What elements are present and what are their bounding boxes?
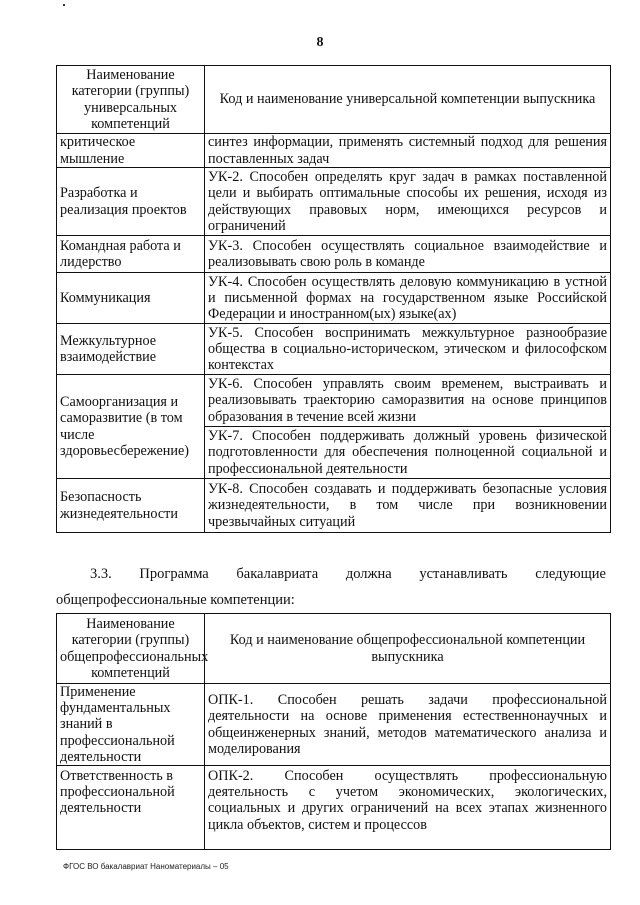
paragraph-line-1 bbox=[90, 565, 606, 583]
table-row bbox=[57, 168, 611, 236]
paragraph-word: должна bbox=[345, 566, 392, 582]
row-competence: УК-5. Способен воспринимать межкультурное разнообразие общества в социально-историческом, этическом и философском контекстах bbox=[205, 324, 611, 375]
table-row bbox=[57, 375, 611, 427]
row-category: Командная работа и лидерство bbox=[57, 236, 205, 273]
header-competence: Код и наименование универсальной компетенции выпускника bbox=[205, 66, 611, 134]
header-category: Наименование категории (группы) универсальных компетенций bbox=[57, 66, 205, 134]
paragraph-line-2: общепрофессиональные компетенции: bbox=[56, 592, 295, 608]
paragraph-word: Программа bbox=[139, 566, 209, 582]
row-competence: УК-3. Способен осуществлять социальное взаимодействие и реализовывать свою роль в команде bbox=[205, 236, 611, 273]
row-competence: синтез информации, применять системный подход для решения поставленных задач bbox=[205, 134, 611, 168]
row-competence: УК-6. Способен управлять своим временем, выстраивать и реализовывать траекторию саморазвития на основе принципов образования в течение всей жизни bbox=[205, 375, 611, 427]
row-category: Самоорганизация и саморазвитие (в том числе здоровьесбережение) bbox=[57, 375, 205, 479]
universal-competencies-table bbox=[56, 65, 611, 533]
table-row bbox=[57, 236, 611, 273]
row-category: Безопасность жизнедеятельности bbox=[57, 479, 205, 533]
header-competence: Код и наименование общепрофессиональной компетенции выпускника bbox=[205, 614, 611, 684]
table-row bbox=[57, 684, 611, 766]
row-category: Ответственность в профессиональной деятельности bbox=[57, 766, 205, 850]
row-category: Межкультурное взаимодействие bbox=[57, 324, 205, 375]
general-professional-competencies-table bbox=[56, 613, 611, 850]
header-category: Наименование категории (группы) общепрофессиональных компетенций bbox=[57, 614, 205, 684]
row-competence: УК-4. Способен осуществлять деловую коммуникацию в устной и письменной формах на государственном языке Российской Федерации и иностранном(ых) языке(ах) bbox=[205, 273, 611, 324]
paragraph-word: устанавливать bbox=[419, 566, 508, 582]
row-category: Разработка и реализация проектов bbox=[57, 168, 205, 236]
row-category: критическое мышление bbox=[57, 134, 205, 168]
table-row bbox=[57, 273, 611, 324]
row-category: Применение фундаментальных знаний в профессиональной деятельности bbox=[57, 684, 205, 766]
row-competence: УК-2. Способен определять круг задач в рамках поставленной цели и выбирать оптимальные способы их решения, исходя из действующих правовых норм, имеющихся ресурсов и ограничений bbox=[205, 168, 611, 236]
row-competence: УК-7. Способен поддерживать должный уровень физической подготовленности для обеспечения полноценной социальной и профессиональной деятельности bbox=[205, 427, 611, 479]
row-competence: УК-8. Способен создавать и поддерживать безопасные условия жизнедеятельности, в том числе при возникновении чрезвычайных ситуаций bbox=[205, 479, 611, 533]
table-header-row bbox=[57, 614, 611, 684]
row-competence: ОПК-1. Способен решать задачи профессиональной деятельности на основе применения естественнонаучных и общеинженерных знаний, методов математического анализа и моделирования bbox=[205, 684, 611, 766]
page-number: 8 bbox=[316, 35, 324, 50]
row-category: Коммуникация bbox=[57, 273, 205, 324]
table-row bbox=[57, 479, 611, 533]
paragraph-word: бакалавриата bbox=[236, 566, 319, 582]
table-header-row bbox=[57, 66, 611, 134]
table-row bbox=[57, 134, 611, 168]
paragraph-word: следующие bbox=[535, 566, 606, 582]
page-footer: ФГОС ВО бакалавриат Наноматериалы – 05 bbox=[63, 862, 229, 871]
paragraph-word: 3.3. bbox=[90, 566, 112, 582]
table-row bbox=[57, 324, 611, 375]
row-competence: ОПК-2. Способен осуществлять профессиональную деятельность с учетом экономических, экологических, социальных и других ограничений на всех этапах жизненного цикла объектов, систем и процессов bbox=[205, 766, 611, 850]
table-row bbox=[57, 766, 611, 850]
scan-speck bbox=[63, 4, 65, 6]
